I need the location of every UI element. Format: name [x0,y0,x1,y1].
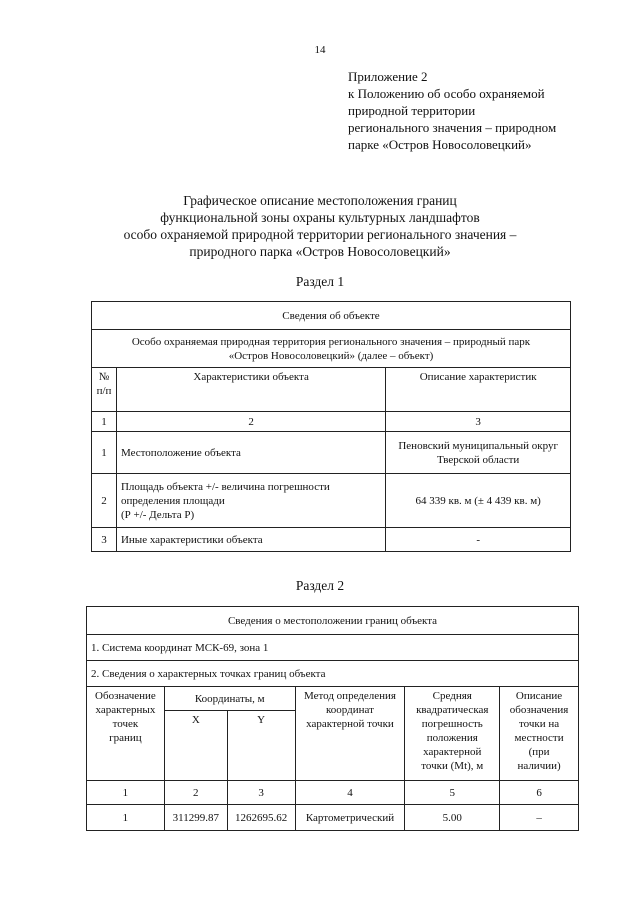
header-line: характерной [423,746,482,758]
header-line: Метод определения [303,690,396,702]
marking: – [500,805,579,831]
characteristic-line: определения площади [120,494,225,507]
table-row [92,432,571,474]
table-title: Сведения о местоположении границ объекта [87,607,579,635]
characteristic-line: (Р +/- Дельта Р) [120,508,195,521]
index-cell: 3 [227,781,295,805]
header-coords: Координаты, м [164,687,295,711]
header-line: Описание [515,690,563,702]
header-point [87,687,165,781]
row-num: 1 [92,432,117,474]
header-line: точки на [518,718,560,730]
characteristic-line: Иные характеристики объекта [120,533,263,546]
object-name-cell [92,330,571,368]
header-characteristics: Характеристики объекта [116,368,385,412]
header-num [92,368,117,412]
header-line: точек [112,718,139,730]
index-cell: 2 [116,412,385,432]
header-line: местности [514,732,564,744]
section-1-heading: Раздел 1 [295,274,345,289]
title-line: особо охраняемой природной территории регионального значения – [123,227,517,242]
header-method [295,687,405,781]
index-cell: 1 [92,412,117,432]
header-line: квадратическая [416,704,489,716]
page-number: 14 [314,44,326,56]
row-characteristic [116,474,385,528]
appendix-line: природной территории [348,103,476,118]
header-error [405,687,500,781]
table-row [92,528,571,552]
description-line: Пеновский муниципальный округ [398,439,558,452]
row-characteristic [116,432,385,474]
boundary-points-table [86,606,579,831]
index-cell: 2 [164,781,227,805]
title-line: функциональной зоны охраны культурных ландшафтов [160,210,480,225]
table-row [87,805,579,831]
header-line: (при [528,746,550,758]
header-line: точки (Mt), м [421,760,484,772]
row-characteristic [116,528,385,552]
coord-y: 1262695.62 [227,805,295,831]
appendix-line: регионального значения – природном [348,120,557,135]
section-2-heading: Раздел 2 [295,578,345,593]
description-line: - [476,533,480,546]
header-line: обозначения [509,704,569,716]
coord-x: 311299.87 [164,805,227,831]
coord-system-cell: 1. Система координат МСК-69, зона 1 [87,635,579,661]
characteristic-line: Площадь объекта +/- величина погрешности [120,480,330,493]
row-num: 2 [92,474,117,528]
index-cell: 4 [295,781,405,805]
index-cell: 6 [500,781,579,805]
appendix-header [348,68,556,153]
method: Картометрический [295,805,405,831]
appendix-line: к Положению об особо охраняемой [348,86,545,101]
error: 5.00 [405,805,500,831]
row-description [386,528,571,552]
header-line: Обозначение [95,690,156,702]
table-row [92,474,571,528]
table-title: Сведения об объекте [92,302,571,330]
header-line: погрешность [421,718,483,730]
header-line: характерной точки [306,718,394,730]
point-id: 1 [87,805,165,831]
object-info-table [91,301,571,552]
row-description [386,474,571,528]
header-line: положения [426,732,478,744]
header-line: Средняя [432,690,472,702]
header-num-line: п/п [96,385,112,397]
header-num-line: № [98,371,110,383]
row-description [386,432,571,474]
index-cell: 1 [87,781,165,805]
document-title [80,192,560,260]
header-line: характерных [95,704,156,716]
object-name-line: «Остров Новосоловецкий» (далее – объект) [228,349,434,362]
header-description: Описание характеристик [386,368,571,412]
title-line: природного парка «Остров Новосоловецкий» [189,244,451,259]
description-line: 64 339 кв. м (± 4 439 кв. м) [415,494,541,507]
description-line: Тверской области [437,453,520,466]
header-x: X [164,711,227,781]
row-num: 3 [92,528,117,552]
header-line: координат [326,704,374,716]
points-info-cell: 2. Сведения о характерных точках границ объекта [87,661,579,687]
index-cell: 3 [386,412,571,432]
characteristic-line: Местоположение объекта [120,446,241,459]
appendix-line: парке «Остров Новосоловецкий» [348,137,532,152]
header-line: границ [109,732,142,744]
header-line: наличии) [517,760,561,772]
header-marking [500,687,579,781]
index-cell: 5 [405,781,500,805]
appendix-line: Приложение 2 [348,69,428,84]
object-name-line: Особо охраняемая природная территория регионального значения – природный парк [131,335,531,348]
title-line: Графическое описание местоположения границ [183,193,457,208]
header-y: Y [227,711,295,781]
